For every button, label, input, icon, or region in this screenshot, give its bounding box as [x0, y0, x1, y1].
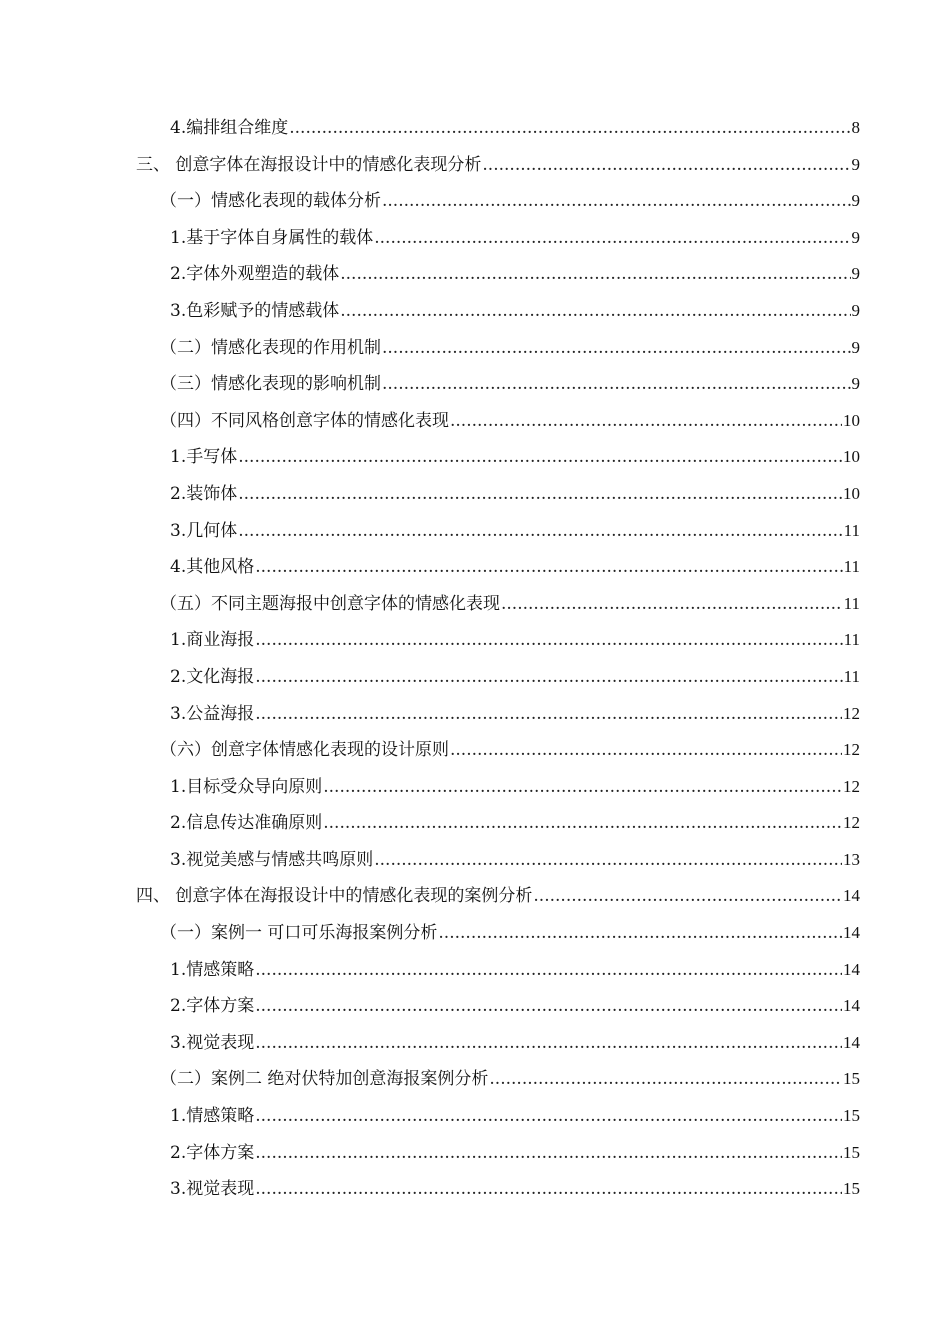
toc-entry-page-number: 15	[843, 1142, 860, 1162]
toc-dot-leader	[255, 696, 842, 733]
toc-entry-page-number: 14	[843, 886, 860, 906]
toc-dot-leader	[533, 878, 842, 915]
toc-dot-leader	[374, 842, 842, 879]
toc-entry-label: （二）案例二 绝对伏特加创意海报案例分析	[160, 1069, 489, 1090]
toc-entry[interactable]	[136, 805, 860, 842]
toc-entry-label: （三）情感化表现的影响机制	[160, 374, 381, 395]
toc-entry-label: 3.公益海报	[170, 703, 255, 724]
toc-entry-page-number: 9	[851, 264, 860, 284]
toc-entry[interactable]	[136, 513, 860, 550]
toc-entry[interactable]	[136, 147, 860, 184]
toc-entry-page-number: 10	[843, 447, 860, 467]
toc-dot-leader	[374, 220, 850, 257]
toc-entry-label: （五）不同主题海报中创意字体的情感化表现	[160, 593, 500, 614]
toc-entry[interactable]	[136, 220, 860, 257]
toc-entry-page-number: 9	[851, 337, 860, 357]
toc-dot-leader	[382, 366, 851, 403]
toc-dot-leader	[255, 622, 842, 659]
toc-entry[interactable]	[136, 110, 860, 147]
toc-dot-leader	[382, 330, 851, 367]
toc-dot-leader	[340, 256, 850, 293]
toc-entry-label: （一）案例一 可口可乐海报案例分析	[160, 923, 438, 944]
toc-dot-leader	[238, 513, 842, 550]
toc-entry[interactable]	[136, 439, 860, 476]
toc-entry-page-number: 12	[843, 740, 860, 760]
toc-entry[interactable]	[136, 366, 860, 403]
toc-entry[interactable]	[136, 330, 860, 367]
toc-entry-page-number: 8	[851, 118, 860, 137]
toc-dot-leader	[489, 1061, 842, 1098]
toc-entry[interactable]	[136, 1135, 860, 1172]
toc-entry-label: 1.手写体	[170, 447, 238, 468]
toc-entry[interactable]	[136, 1061, 860, 1098]
toc-entry-label: 3.几何体	[170, 520, 238, 541]
toc-entry-page-number: 11	[843, 666, 860, 686]
toc-entry-page-number: 11	[843, 593, 860, 613]
toc-entry-page-number: 10	[843, 483, 860, 503]
toc-entry-label: 1.目标受众导向原则	[170, 776, 323, 797]
toc-entry-label: 1.基于字体自身属性的载体	[170, 227, 374, 248]
toc-entry[interactable]	[136, 403, 860, 440]
toc-entry[interactable]	[136, 256, 860, 293]
toc-entry[interactable]	[136, 293, 860, 330]
toc-entry[interactable]	[136, 586, 860, 623]
toc-dot-leader	[289, 110, 850, 147]
toc-entry-label: （六）创意字体情感化表现的设计原则	[160, 740, 449, 761]
toc-entry-label: 三、 创意字体在海报设计中的情感化表现分析	[136, 154, 482, 175]
toc-dot-leader	[340, 293, 850, 330]
toc-dot-leader	[501, 586, 843, 623]
toc-entry-page-number: 11	[843, 557, 860, 577]
toc-dot-leader	[255, 659, 842, 696]
toc-entry-label: 1.情感策略	[170, 1106, 255, 1127]
toc-dot-leader	[238, 439, 842, 476]
toc-entry-label: 3.视觉美感与情感共鸣原则	[170, 849, 374, 870]
toc-dot-leader	[255, 988, 842, 1025]
toc-entry-label: （一）情感化表现的载体分析	[160, 191, 381, 212]
toc-entry[interactable]	[136, 549, 860, 586]
toc-dot-leader	[255, 952, 842, 989]
toc-entry-label: 3.色彩赋予的情感载体	[170, 300, 340, 321]
toc-entry-page-number: 11	[843, 520, 860, 540]
toc-entry-label: 3.视觉表现	[170, 1179, 255, 1200]
toc-entry-label: 2.字体方案	[170, 996, 255, 1017]
toc-dot-leader	[255, 549, 842, 586]
toc-entry[interactable]	[136, 622, 860, 659]
toc-entry-page-number: 14	[843, 923, 860, 943]
toc-entry[interactable]	[136, 659, 860, 696]
toc-entry-label: 1.情感策略	[170, 959, 255, 980]
toc-entry[interactable]	[136, 915, 860, 952]
toc-dot-leader	[255, 1098, 842, 1135]
toc-dot-leader	[323, 805, 842, 842]
toc-entry-label: 2.字体方案	[170, 1142, 255, 1163]
toc-entry[interactable]	[136, 842, 860, 879]
toc-entry-page-number: 9	[851, 154, 860, 174]
toc-entry-page-number: 15	[843, 1179, 860, 1199]
toc-entry-page-number: 11	[843, 630, 860, 650]
toc-dot-leader	[450, 732, 842, 769]
toc-dot-leader	[255, 1171, 842, 1208]
toc-entry-label: （二）情感化表现的作用机制	[160, 337, 381, 358]
toc-entry-label: 2.装饰体	[170, 483, 238, 504]
toc-entry-page-number: 9	[851, 374, 860, 394]
toc-entry[interactable]	[136, 476, 860, 513]
toc-entry-page-number: 12	[843, 813, 860, 833]
toc-entry-page-number: 10	[843, 410, 860, 430]
toc-dot-leader	[323, 769, 842, 806]
toc-entry-label: 2.字体外观塑造的载体	[170, 264, 340, 285]
toc-dot-leader	[438, 915, 842, 952]
toc-entry-page-number: 9	[851, 227, 860, 247]
toc-dot-leader	[255, 1025, 842, 1062]
toc-entry-page-number: 13	[843, 849, 860, 869]
toc-entry[interactable]	[136, 696, 860, 733]
toc-entry-label: 2.文化海报	[170, 666, 255, 687]
toc-entry-page-number: 12	[843, 703, 860, 723]
toc-entry[interactable]	[136, 1171, 860, 1208]
toc-entry-label: （四）不同风格创意字体的情感化表现	[160, 410, 449, 431]
toc-entry-page-number: 14	[843, 959, 860, 979]
toc-entry[interactable]	[136, 878, 860, 915]
toc-entry-page-number: 12	[843, 776, 860, 796]
toc-dot-leader	[238, 476, 842, 513]
toc-entry[interactable]	[136, 1098, 860, 1135]
toc-entry-page-number: 9	[851, 300, 860, 320]
toc-entry-label: 四、 创意字体在海报设计中的情感化表现的案例分析	[136, 886, 533, 907]
toc-entry[interactable]	[136, 769, 860, 806]
toc-dot-leader	[382, 183, 851, 220]
toc-entry-label: 2.信息传达准确原则	[170, 813, 323, 834]
toc-entry[interactable]	[136, 183, 860, 220]
toc-entry-label: 1.商业海报	[170, 630, 255, 651]
toc-entry[interactable]	[136, 952, 860, 989]
toc-entry-page-number: 15	[843, 1069, 860, 1089]
toc-entry[interactable]	[136, 1025, 860, 1062]
toc-entry-label: 3.视觉表现	[170, 1032, 255, 1053]
toc-dot-leader	[482, 147, 850, 184]
toc-dot-leader	[255, 1135, 842, 1172]
toc-entry-page-number: 9	[851, 191, 860, 211]
toc-entry-label: 4.编排组合维度	[170, 118, 289, 138]
toc-entry-page-number: 14	[843, 1032, 860, 1052]
toc-entry[interactable]	[136, 732, 860, 769]
toc-dot-leader	[450, 403, 842, 440]
toc-entry-label: 4.其他风格	[170, 557, 255, 578]
toc-entry-page-number: 14	[843, 996, 860, 1016]
table-of-contents	[136, 110, 860, 1208]
toc-entry-page-number: 15	[843, 1106, 860, 1126]
toc-entry[interactable]	[136, 988, 860, 1025]
